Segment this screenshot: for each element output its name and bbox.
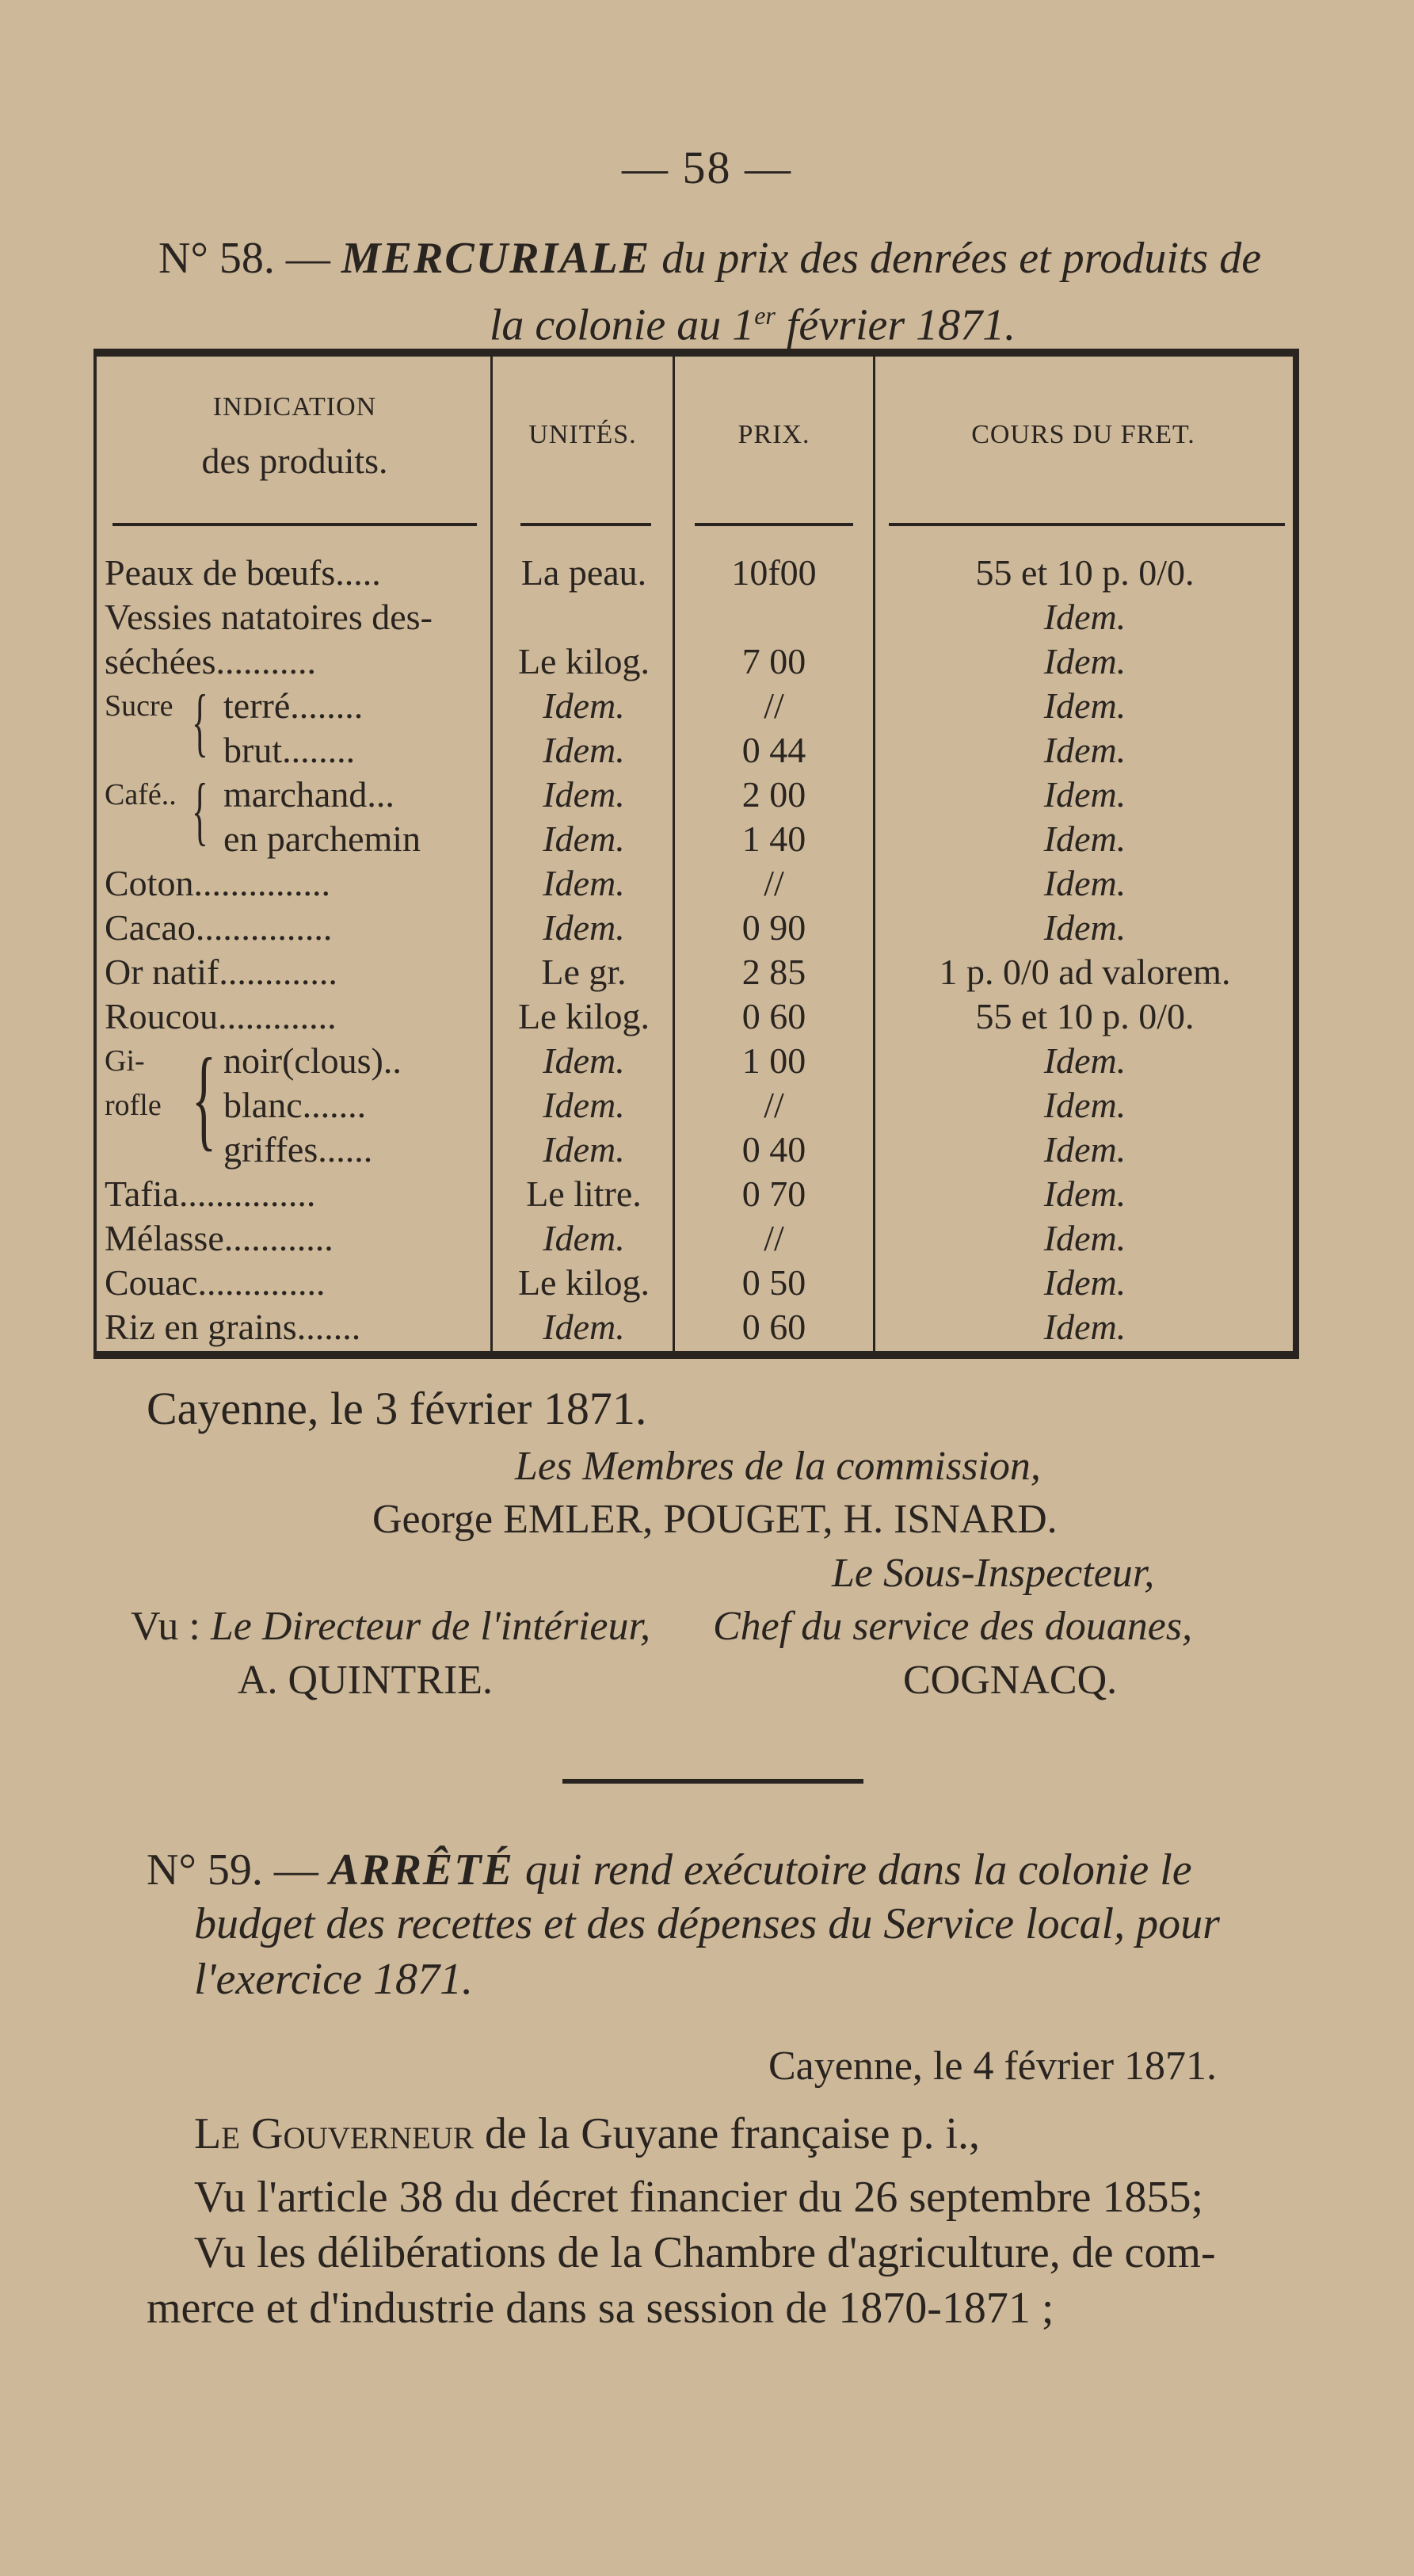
heading-text: du prix des denrées et produits de [661,234,1262,283]
page-number: — 58 — [622,142,792,193]
table-row [97,861,1293,906]
price-table [93,349,1299,1359]
price-cell: // [764,1218,784,1258]
arrete-paragraph-2: Vu l'article 38 du décret financier du 26 septembre 1855; [194,2173,1204,2222]
product-group-label: Café.. [105,778,177,811]
commission-names: George EMLER, POUGET, H. ISNARD. [372,1497,1058,1542]
unit-cell: La peau. [520,552,647,593]
unit-cell: Le kilog. [517,996,650,1036]
table-row [97,639,1293,684]
freight-cell: 55 et 10 p. 0/0. [975,552,1195,593]
price-cell: // [764,685,784,726]
freight-cell: Idem. [1043,819,1126,859]
product-name: noir(clous).. [223,1040,402,1081]
table-row [97,1261,1293,1305]
table-row [97,906,1293,950]
unit-cell: Idem. [543,1307,625,1347]
unit-cell: Idem. [543,1040,625,1081]
arrete-heading [147,1842,1311,1898]
heading-line2-sup: er [754,301,776,330]
product-name: en parchemin [223,819,421,859]
price-cell: 0 60 [741,996,806,1036]
header-product-line2: des produits. [201,441,388,481]
arrete-text2: budget des recettes et des dépenses du Service local, pour [194,1899,1220,1948]
arrete-paragraph-3: Vu les délibérations de la Chambre d'agriculture, de com- [194,2228,1216,2277]
price-cell: 0 60 [741,1307,806,1347]
directeur-label: Le Directeur de l'intérieur, [210,1604,650,1649]
product-cell: Coton............... [105,863,330,903]
table-row [97,1083,1293,1128]
freight-cell: 55 et 10 p. 0/0. [975,996,1195,1036]
sous-inspecteur-label: Le Sous-Inspecteur, [832,1551,1155,1596]
heading-line2-post: février 1871. [775,300,1016,350]
header-rule [695,523,853,526]
table-row [97,551,1293,595]
price-cell: 1 00 [741,1040,806,1081]
freight-cell: Idem. [1043,1307,1126,1347]
product-name: terré........ [223,685,364,726]
table-row [97,994,1293,1039]
product-name: griffes...... [223,1129,373,1170]
table-row [97,728,1293,773]
price-cell: 2 85 [741,952,806,992]
product-group-label: Gi- [105,1044,145,1078]
unit-cell: Idem. [543,730,625,770]
freight-cell: Idem. [1043,774,1126,815]
unit-cell: Idem. [543,1085,625,1125]
price-cell: 0 50 [741,1262,806,1303]
arrete-date: Cayenne, le 4 février 1871. [768,2044,1218,2089]
freight-cell: Idem. [1043,730,1126,770]
table-row [97,684,1293,728]
table-row [97,1039,1293,1083]
cognacq-signature: COGNACQ. [903,1658,1118,1703]
freight-cell: Idem. [1043,1262,1126,1303]
table-row [97,817,1293,861]
heading-line2-pre: la colonie au 1 [489,300,755,350]
arrete-paragraph-4: merce et d'industrie dans sa session de 1870-1871 ; [147,2284,1054,2333]
vu-line [131,1601,650,1653]
table-row [97,773,1293,817]
freight-cell: Idem. [1043,1174,1126,1214]
freight-cell: Idem. [1043,597,1126,637]
price-cell: 7 00 [741,641,806,681]
freight-cell: Idem. [1043,863,1126,903]
price-cell: 0 90 [741,907,806,948]
header-rule [112,523,477,526]
heading-title: MERCURIALE [341,234,651,283]
header-product-line1: INDICATION [212,392,377,422]
section-divider [562,1779,863,1784]
table-row [97,595,1293,639]
product-cell: Or natif............. [105,952,337,992]
product-cell: Tafia............... [105,1174,316,1214]
freight-cell: Idem. [1043,1129,1126,1170]
arrete-paragraph-1 [194,2108,980,2160]
product-cell: Peaux de bœufs..... [105,552,381,593]
unit-cell: Idem. [543,819,625,859]
price-cell: 0 44 [741,730,806,770]
product-cell: Mélasse............ [105,1218,333,1258]
freight-cell: Idem. [1043,1218,1126,1258]
brace-icon: { [192,1036,217,1162]
table-row [97,950,1293,994]
product-cell: Couac.............. [105,1262,326,1303]
product-name: brut........ [223,730,356,770]
freight-cell: Idem. [1043,1040,1126,1081]
freight-cell: Idem. [1043,685,1126,726]
arrete-text1: qui rend exécutoire dans la colonie le [524,1845,1192,1895]
place-date: Cayenne, le 3 février 1871. [147,1383,647,1434]
product-name: marchand... [223,774,394,815]
brace-icon: { [192,679,208,764]
table-row [97,1128,1293,1172]
unit-cell: Le kilog. [517,641,650,681]
commission-label: Les Membres de la commission, [515,1444,1041,1489]
price-cell: 0 70 [741,1174,806,1214]
heading-number: N° 58. — [158,234,330,283]
table-row [97,1305,1293,1349]
arrete-title: ARRÊTÉ [329,1845,514,1895]
price-cell: 1 40 [741,819,806,859]
unit-cell: Idem. [543,774,625,815]
unit-cell: Idem. [543,907,625,948]
chef-service-label: Chef du service des douanes, [713,1604,1193,1649]
arrete-text3: l'exercice 1871. [194,1955,473,2004]
product-cell: Vessies natatoires des- [105,597,433,637]
product-cell: Roucou............. [105,996,337,1036]
unit-cell: Idem. [543,685,625,726]
freight-cell: 1 p. 0/0 ad valorem. [939,952,1231,992]
product-cell: Riz en grains....... [105,1307,361,1347]
product-name: blanc....... [223,1085,367,1125]
table-row [97,1216,1293,1261]
product-cell: séchées........... [105,641,316,681]
unit-cell: Idem. [543,863,625,903]
header-price: PRIX. [737,420,810,449]
vu-label: Vu : [131,1604,200,1649]
header-unit: UNITÉS. [528,420,637,449]
freight-cell: Idem. [1043,1085,1126,1125]
document-heading [158,230,1315,354]
product-group-label: rofle [105,1089,162,1122]
price-cell: 2 00 [741,774,806,815]
price-cell: 10f00 [731,552,817,593]
freight-cell: Idem. [1043,907,1126,948]
price-cell: // [764,1085,784,1125]
header-rule [889,523,1285,526]
unit-cell: Idem. [543,1218,625,1258]
unit-cell: Idem. [543,1129,625,1170]
product-group-label: Sucre [105,689,173,723]
gouverneur-label: Le Gouverneur [194,2109,474,2158]
gouverneur-rest: de la Guyane française p. i., [484,2109,981,2158]
brace-icon: { [192,768,208,853]
product-cell: Cacao............... [105,907,333,948]
header-freight: COURS DU FRET. [971,420,1195,449]
quintrie-signature: A. QUINTRIE. [238,1658,494,1703]
unit-cell: Le gr. [541,952,627,992]
price-cell: // [764,863,784,903]
price-cell: 0 40 [741,1129,806,1170]
heading-line2 [158,287,1315,354]
unit-cell: Le kilog. [517,1262,650,1303]
arrete-number: N° 59. — [147,1845,318,1895]
freight-cell: Idem. [1043,641,1126,681]
header-rule [520,523,651,526]
table-row [97,1172,1293,1216]
unit-cell: Le litre. [526,1174,642,1214]
